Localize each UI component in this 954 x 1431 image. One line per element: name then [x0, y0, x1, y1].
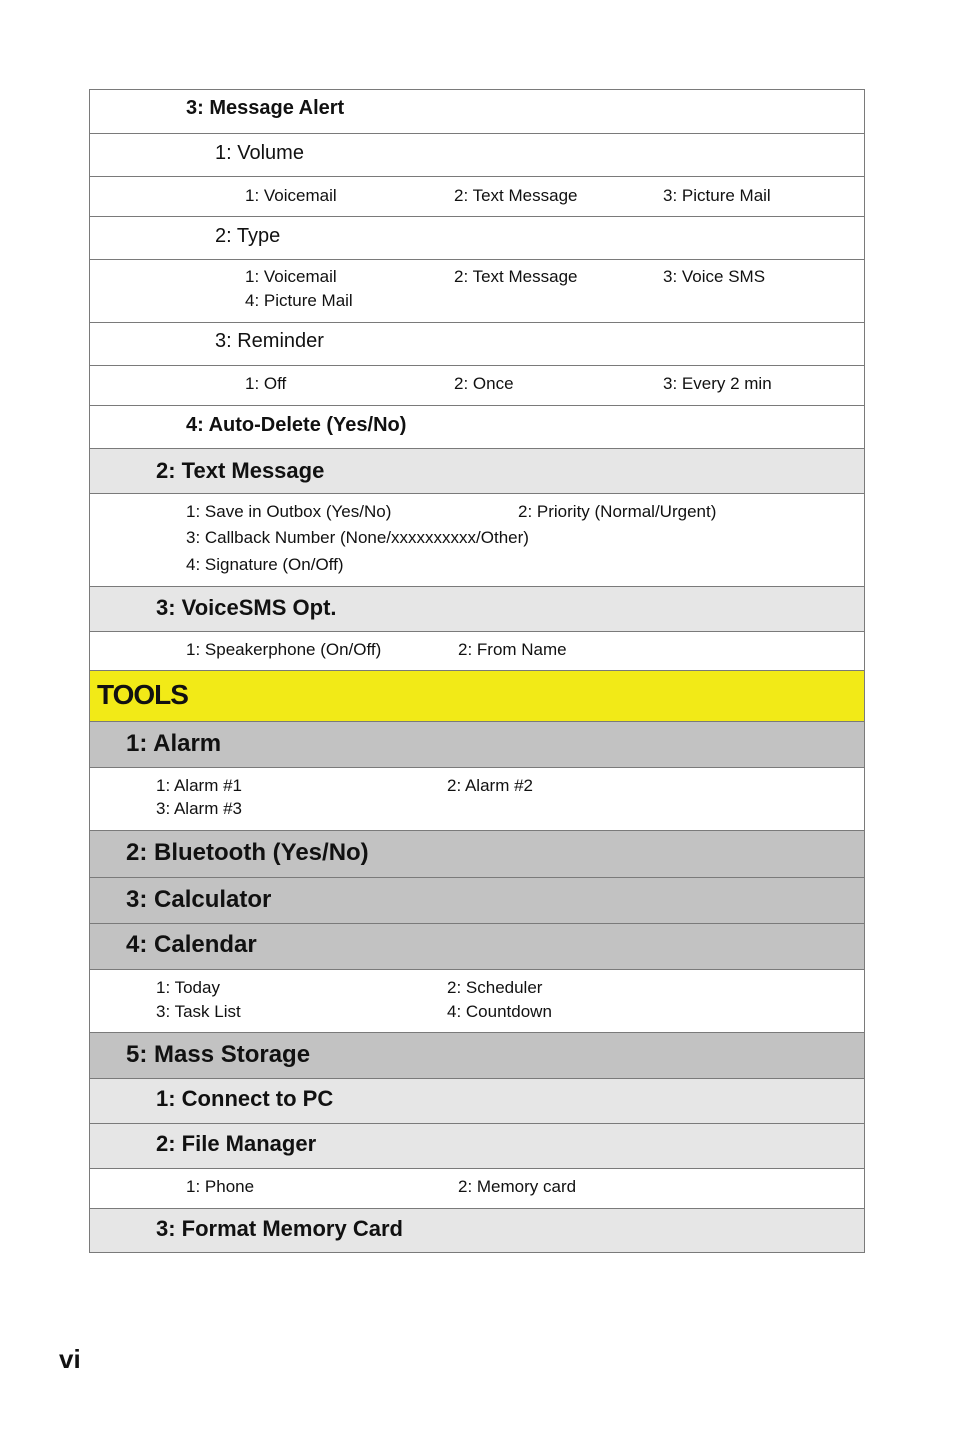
option-item: 3: Callback Number (None/xxxxxxxxxx/Other) [186, 528, 529, 547]
voicesms-label: 3: VoiceSMS Opt. [156, 595, 337, 620]
calculator-label: 3: Calculator [126, 886, 272, 913]
calculator-row [90, 877, 864, 923]
alarm-options-row [90, 767, 864, 830]
option-item: 1: Alarm #1 [156, 776, 242, 795]
calendar-label: 4: Calendar [126, 931, 257, 958]
bluetooth-label: 2: Bluetooth (Yes/No) [126, 839, 369, 866]
option-item: 3: Alarm #3 [156, 799, 242, 818]
mass-storage-row [90, 1032, 864, 1078]
option-item: 1: Off [245, 374, 287, 393]
calendar-options-row [90, 969, 864, 1032]
volume-options-row [90, 176, 864, 216]
option-item: 1: Voicemail [245, 267, 337, 286]
type-options-row [90, 259, 864, 322]
option-item: 2: Scheduler [447, 978, 543, 997]
option-item: 2: Once [454, 374, 514, 393]
voicesms-options-row [90, 631, 864, 670]
option-item: 2: From Name [458, 640, 567, 659]
alarm-label: 1: Alarm [126, 730, 222, 757]
format-card-label: 3: Format Memory Card [156, 1216, 403, 1241]
option-item: 3: Picture Mail [663, 186, 771, 205]
text-message-options-row [90, 493, 864, 586]
message-alert-row [90, 90, 864, 133]
option-item: 2: Alarm #2 [447, 776, 533, 795]
reminder-options-row [90, 365, 864, 405]
option-item: 2: Memory card [458, 1177, 577, 1196]
option-item: 1: Phone [186, 1177, 255, 1196]
file-manager-options-row [90, 1168, 864, 1208]
file-manager-label: 2: File Manager [156, 1131, 317, 1156]
option-item: 2: Text Message [454, 267, 578, 286]
text-message-label: 2: Text Message [156, 458, 325, 483]
connect-pc-label: 1: Connect to PC [156, 1086, 334, 1111]
tools-section-header [90, 670, 864, 721]
option-item: 1: Speakerphone (On/Off) [186, 640, 382, 659]
auto-delete-label: 4: Auto-Delete (Yes/No) [186, 414, 407, 436]
calendar-row [90, 923, 864, 969]
alarm-row [90, 721, 864, 767]
reminder-row [90, 322, 864, 365]
file-manager-row [90, 1123, 864, 1168]
connect-pc-row [90, 1078, 864, 1123]
option-item: 1: Today [156, 978, 220, 997]
option-item: 3: Voice SMS [663, 267, 766, 286]
option-item: 1: Voicemail [245, 186, 337, 205]
option-item: 2: Priority (Normal/Urgent) [518, 502, 717, 521]
option-item: 3: Task List [156, 1002, 241, 1021]
volume-label: 1: Volume [215, 142, 304, 164]
bluetooth-row [90, 830, 864, 877]
page-number: vi [59, 1344, 81, 1374]
voicesms-row [90, 586, 864, 631]
mass-storage-label: 5: Mass Storage [126, 1041, 311, 1068]
reminder-label: 3: Reminder [215, 330, 324, 352]
message-alert-label: 3: Message Alert [186, 97, 345, 119]
option-item: 1: Save in Outbox (Yes/No) [186, 502, 392, 521]
type-row [90, 216, 864, 259]
tools-title: TOOLS [97, 679, 188, 710]
format-card-row [90, 1208, 864, 1252]
option-item: 4: Picture Mail [245, 291, 353, 310]
option-item: 4: Signature (On/Off) [186, 555, 344, 574]
option-item: 3: Every 2 min [663, 374, 772, 393]
text-message-row [90, 448, 864, 493]
volume-row [90, 133, 864, 176]
auto-delete-row [90, 405, 864, 448]
option-item: 4: Countdown [447, 1002, 552, 1021]
type-label: 2: Type [215, 225, 281, 247]
option-item: 2: Text Message [454, 186, 578, 205]
settings-menu-table [89, 89, 865, 1253]
